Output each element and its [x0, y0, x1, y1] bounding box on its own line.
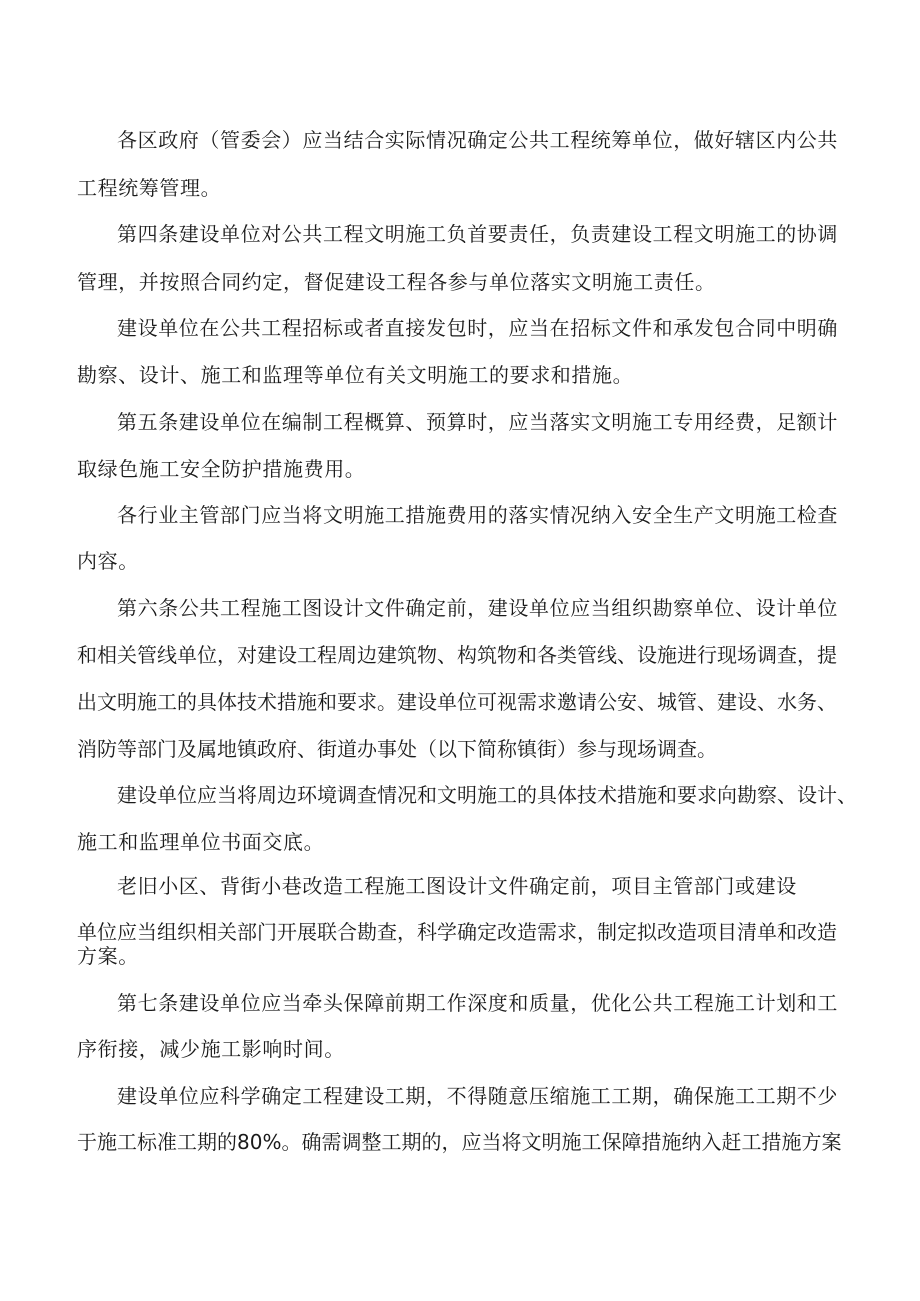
- text-line: 各行业主管部门应当将文明施工措施费用的落实情况纳入安全生产文明施工检查: [117, 503, 838, 527]
- text-line: 建设单位应当将周边环境调查情况和文明施工的具体技术措施和要求向勘察、设计、: [117, 783, 857, 807]
- text-line: 施工和监理单位书面交底。: [77, 830, 325, 854]
- text-line: 老旧小区、背街小巷改造工程施工图设计文件确定前，项目主管部门或建设: [117, 874, 797, 898]
- text-line: 建设单位在公共工程招标或者直接发包时，应当在招标文件和承发包合同中明确: [117, 316, 838, 340]
- text-line: 第六条公共工程施工图设计文件确定前，建设单位应当组织勘察单位、设计单位: [117, 596, 838, 620]
- text-line: 消防等部门及属地镇政府、街道办事处（以下简称镇街）参与现场调查。: [77, 737, 717, 761]
- text-line: 序衔接，减少施工影响时间。: [77, 1037, 345, 1061]
- text-line: 第五条建设单位在编制工程概算、预算时，应当落实文明施工专用经费，足额计: [117, 410, 838, 434]
- text-line: 勘察、设计、施工和监理等单位有关文明施工的要求和措施。: [77, 363, 634, 387]
- text-line: 第四条建设单位对公共工程文明施工负首要责任，负责建设工程文明施工的协调: [117, 222, 838, 246]
- text-line: 工程统筹管理。: [77, 176, 222, 200]
- text-line: 各区政府（管委会）应当结合实际情况确定公共工程统筹单位，做好辖区内公共: [117, 128, 838, 152]
- text-line: 内容。: [77, 549, 139, 573]
- text-line: 建设单位应科学确定工程建设工期，不得随意压缩施工工期，确保施工工期不少: [117, 1084, 838, 1108]
- text-line: 和相关管线单位，对建设工程周边建筑物、构筑物和各类管线、设施进行现场调查，提: [77, 643, 837, 667]
- text-line: 取绿色施工安全防护措施费用。: [77, 457, 366, 481]
- text-line: 第七条建设单位应当牵头保障前期工作深度和质量，优化公共工程施工计划和工: [117, 991, 838, 1015]
- text-line: 管理，并按照合同约定，督促建设工程各参与单位落实文明施工责任。: [77, 270, 716, 294]
- text-line: 出文明施工的具体技术措施和要求。建设单位可视需求邀请公安、城管、建设、水务、: [77, 690, 837, 714]
- text-line: 方案。: [77, 944, 139, 968]
- text-line: 于施工标准工期的80%。确需调整工期的，应当将文明施工保障措施纳入赶工措施方案: [77, 1130, 842, 1154]
- text-line: 单位应当组织相关部门开展联合勘查，科学确定改造需求，制定拟改造项目清单和改造: [77, 920, 837, 944]
